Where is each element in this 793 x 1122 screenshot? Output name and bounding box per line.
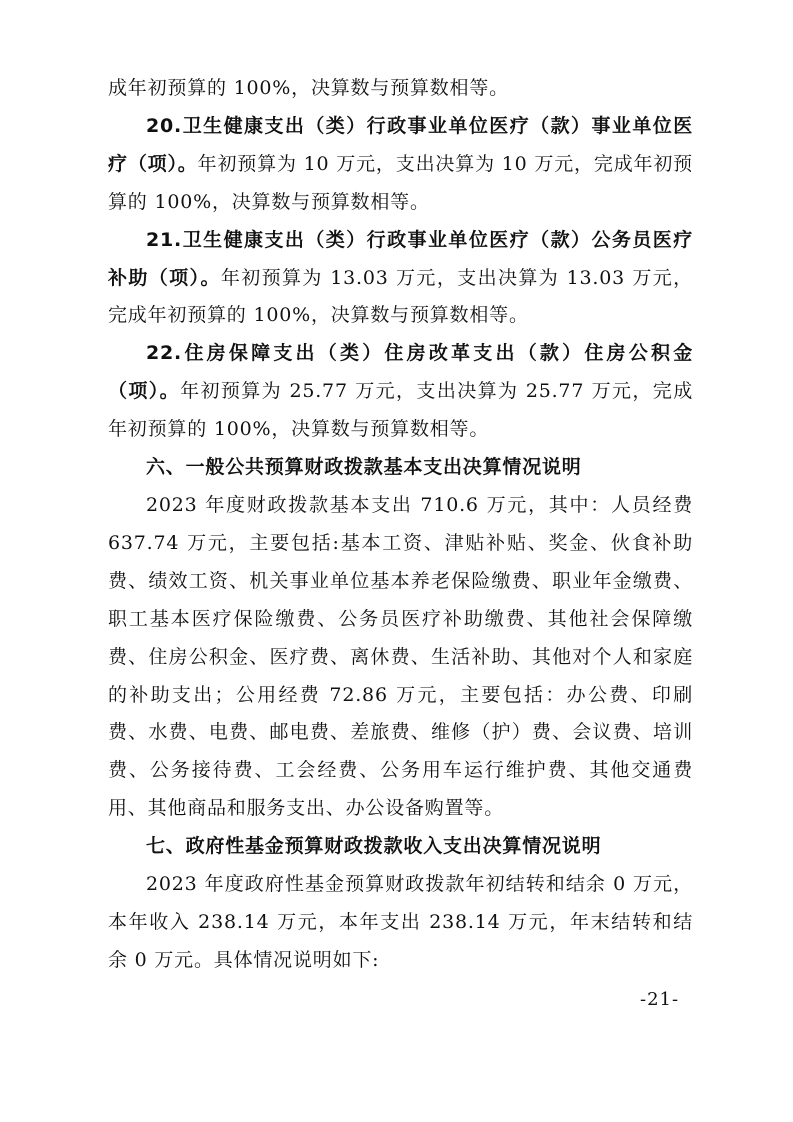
- paragraph-text: 年初预算为 13.03 万元，支出决算为 13.03 万元，完成年初预算的 100%，决算数与预算数相等。: [108, 266, 693, 327]
- paragraph-continuation: [108, 70, 693, 108]
- document-body: [108, 70, 693, 980]
- paragraph-item-20: [108, 108, 693, 222]
- paragraph-text: 年初预算为 25.77 万元，支出决算为 25.77 万元，完成年初预算的 100%，决算数与预算数相等。: [108, 380, 693, 441]
- paragraph-basic-expenditure: 2023 年度财政拨款基本支出 710.6 万元，其中：人员经费 637.74 万元，主要包括:基本工资、津贴补贴、奖金、伙食补助费、绩效工资、机关事业单位基本养老保险缴费、职业年金缴费、职工基本医疗保险缴费、公务员医疗补助缴费、其他社会保障缴费、住房公积金、医疗费、离休费、生活补助、其他对个人和家庭的补助支出；公用经费 72.86 万元，主要包括：办公费、印刷费、水费、电费、邮电费、差旅费、维修（护）费、会议费、培训费、公务接待费、工会经费、公务用车运行维护费、其他交通费用、其他商品和服务支出、办公设备购置等。: [108, 493, 693, 820]
- item-heading: 21.卫生健康支出（类）行政事业单位医疗（款）公务员医疗补助（项）。: [108, 228, 693, 289]
- section-heading-7: 七、政府性基金预算财政拨款收入支出决算情况说明: [146, 835, 602, 858]
- paragraph-text: 成年初预算的 100%，决算数与预算数相等。: [108, 77, 509, 99]
- paragraph-item-21: [108, 222, 693, 336]
- paragraph-text: 年初预算为 10 万元，支出决算为 10 万元，完成年初预算的 100%，决算数与预算数相等。: [108, 152, 693, 213]
- page-number: -21-: [640, 989, 680, 1010]
- paragraph-item-22: [108, 335, 693, 449]
- paragraph-government-fund: 2023 年度政府性基金预算财政拨款年初结转和结余 0 万元，本年收入 238.14 万元，本年支出 238.14 万元，年末结转和结余 0 万元。具体情况说明如下:: [108, 873, 693, 971]
- item-heading: 20.卫生健康支出（类）行政事业单位医疗（款）事业单位医疗（项）。: [108, 114, 693, 175]
- item-heading: 22.住房保障支出（类）住房改革支出（款）住房公积金（项）。: [108, 342, 693, 403]
- section-heading-6: 六、一般公共预算财政拨款基本支出决算情况说明: [146, 456, 582, 479]
